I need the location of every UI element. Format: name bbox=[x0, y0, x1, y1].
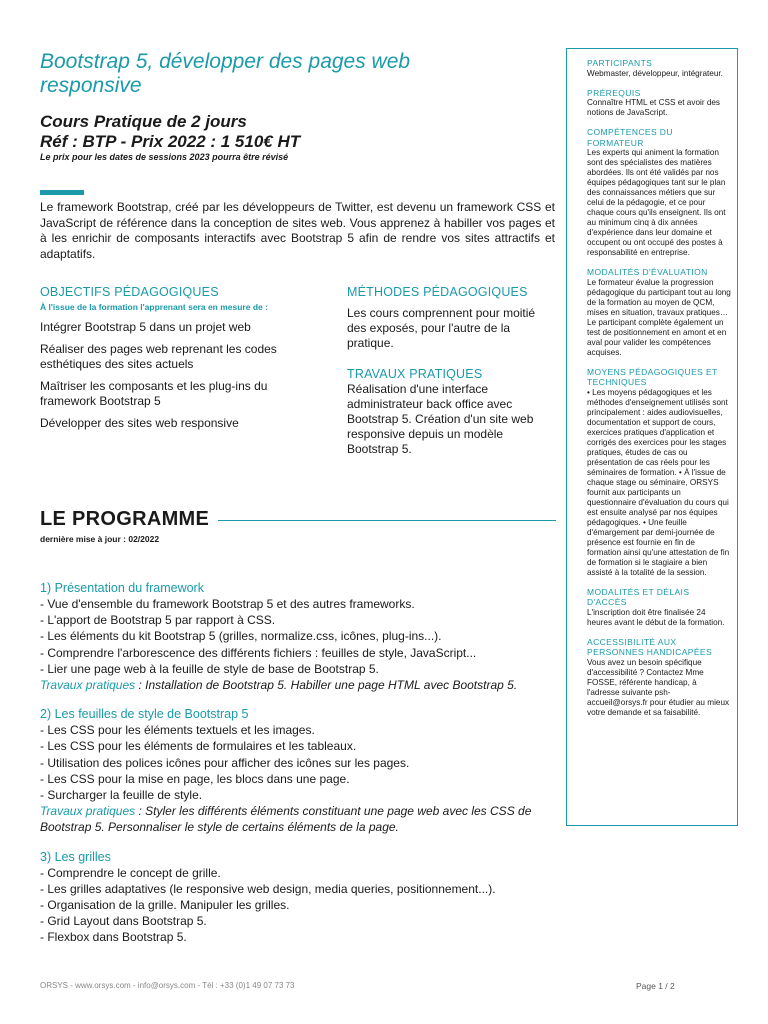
methods-text: Les cours comprennent pour moitié des exposés, pour l'autre de la pratique. bbox=[347, 306, 536, 350]
sidebar-text: Les experts qui animent la formation sont des spécialistes des matières abordées. Ils ont été validés par nos équipes pédagogiques tant sur le plan des connaissances métiers que sur celui de la pédagogie, et ce pour chaque cours qu'ils enseignent. Ils ont au minimum cinq à dix années d'expérience dans leur domaine et occupent ou ont occupé des postes à responsabilité en entreprise. bbox=[587, 148, 726, 257]
sidebar-text: Vous avez un besoin spécifique d'accessibilité ? Contactez Mme FOSSE, référente handicap, à l'adresse suivante psh-accueil@orsys.fr pour étudier au mieux votre demande et sa faisabilité. bbox=[587, 657, 730, 717]
footer-contact: ORSYS - www.orsys.com - info@orsys.com - Tél : +33 (0)1 49 07 73 73 bbox=[40, 981, 295, 990]
price-note: Le prix pour les dates de sessions 2023 pourra être révisé bbox=[40, 152, 289, 162]
list-item: - Flexbox dans Bootstrap 5. bbox=[40, 930, 187, 945]
list-item: Maîtriser les composants et les plug-ins du framework Bootstrap 5 bbox=[40, 379, 268, 408]
practical-work-heading: TRAVAUX PRATIQUES bbox=[347, 367, 483, 381]
module-title: 2) Les feuilles de style de Bootstrap 5 bbox=[40, 707, 249, 722]
objectives-list bbox=[40, 320, 310, 438]
sidebar-heading: MODALITÉS ET DÉLAIS D'ACCÈS bbox=[587, 586, 690, 607]
sidebar-accessibility bbox=[587, 637, 731, 718]
list-item: - Surcharger la feuille de style. bbox=[40, 788, 203, 803]
programme-module bbox=[40, 849, 565, 946]
sidebar-text: Connaître HTML et CSS et avoir des notions de JavaScript. bbox=[587, 98, 721, 117]
list-item: - Les grilles adaptatives (le responsive web design, media queries, positionnement...). bbox=[40, 881, 496, 896]
info-sidebar bbox=[566, 48, 738, 826]
sidebar-prerequisites bbox=[587, 88, 731, 119]
objectives-subheading: À l'issue de la formation l'apprenant sera en mesure de : bbox=[40, 302, 268, 312]
module-items bbox=[40, 865, 565, 946]
list-item: - Comprendre le concept de grille. bbox=[40, 865, 221, 880]
sidebar-text: L'inscription doit être finalisée 24 heures avant le début de la formation. bbox=[587, 607, 725, 627]
list-item: - Lier une page web à la feuille de style de base de Bootstrap 5. bbox=[40, 661, 379, 676]
sidebar-trainer-skills bbox=[587, 127, 731, 258]
module-title: 1) Présentation du framework bbox=[40, 581, 204, 595]
course-ref-price: Réf : BTP - Prix 2022 : 1 510€ HT bbox=[40, 132, 301, 151]
list-item: - Organisation de la grille. Manipuler les grilles. bbox=[40, 898, 290, 913]
list-item: - Vue d'ensemble du framework Bootstrap 5 et des autres frameworks. bbox=[40, 597, 415, 611]
list-item: - Les CSS pour la mise en page, les blocs dans une page. bbox=[40, 771, 350, 786]
sidebar-means bbox=[587, 367, 731, 578]
sidebar-heading: PARTICIPANTS bbox=[587, 58, 653, 68]
list-item: Intégrer Bootstrap 5 dans un projet web bbox=[40, 320, 251, 334]
module-practical bbox=[40, 803, 565, 835]
sidebar-participants bbox=[587, 58, 731, 79]
sidebar-heading: ACCESSIBILITÉ AUX PERSONNES HANDICAPÉES bbox=[587, 636, 713, 657]
sidebar-text: • Les moyens pédagogiques et les méthodes d'enseignement utilisés sont principalement : aides audiovisuelles, documentation et support de cours, exercices pratiques d'application et corrigés des exercices pour les stages pratiques, études de cas ou présentation de cas réels pour les séminaires de formation. • À l'issue de chaque stage ou séminaire, ORSYS fournit aux participants un questionnaire d'évaluation du cours qui est ensuite analysé par nos équipes pédagogiques. • Une feuille d'émargement par demi-journée de présence est fournie en fin de formation ainsi qu'une attestation de fin de formation si le stagiaire a bien assisté à la totalité de la session. bbox=[587, 387, 730, 577]
programme-modules bbox=[40, 580, 565, 959]
sidebar-evaluation bbox=[587, 267, 731, 358]
practical-work-text: Réalisation d'une interface administrateur back office avec Bootstrap 5. Création d'un site web responsive depuis un modèle Bootstrap 5. bbox=[347, 382, 534, 456]
programme-heading: LE PROGRAMME bbox=[40, 508, 210, 530]
list-item: Réaliser des pages web reprenant les codes esthétiques des sites actuels bbox=[40, 342, 277, 371]
sidebar-text: Le formateur évalue la progression pédagogique du participant tout au long de la formation au moyen de QCM, mises en situation, travaux pratiques… Le participant complète également un test de positionnement en amont et en aval pour valider les compétences acquises. bbox=[587, 277, 731, 357]
sidebar-text: Webmaster, développeur, intégrateur. bbox=[587, 68, 723, 78]
practical-text: : Styler les différents éléments constituant une page web avec les CSS de Bootstrap 5. Personnaliser le style de certains éléments de la page. bbox=[40, 804, 532, 835]
list-item: - Utilisation des polices icônes pour afficher des icônes sur les pages. bbox=[40, 755, 410, 770]
list-item: - L'apport de Bootstrap 5 par rapport à CSS. bbox=[40, 613, 276, 628]
list-item: - Comprendre l'arborescence des différents fichiers : feuilles de style, JavaScript... bbox=[40, 645, 477, 660]
accent-bar bbox=[40, 190, 84, 195]
sidebar-access bbox=[587, 587, 731, 628]
programme-module bbox=[40, 706, 565, 835]
list-item: - Les CSS pour les éléments textuels et les images. bbox=[40, 723, 315, 738]
intro-paragraph: Le framework Bootstrap, créé par les développeurs de Twitter, est devenu un framework CSS et JavaScript de référence dans la conception de sites web. Vous apprenez à habiller vos pages et à les enrichir de composants interactifs avec Bootstrap 5 afin de rendre vos sites attractifs et adaptatifs. bbox=[40, 200, 555, 261]
list-item: Développer des sites web responsive bbox=[40, 416, 239, 430]
sidebar-heading: PRÉREQUIS bbox=[587, 87, 641, 98]
programme-divider bbox=[218, 520, 556, 521]
course-title: Bootstrap 5, développer des pages web responsive bbox=[40, 50, 411, 97]
module-items bbox=[40, 596, 565, 677]
sidebar-heading: COMPÉTENCES DU FORMATEUR bbox=[587, 127, 673, 148]
sidebar-heading: MODALITÉS D'ÉVALUATION bbox=[587, 267, 708, 277]
module-practical bbox=[40, 677, 565, 693]
practical-text: : Installation de Bootstrap 5. Habiller une page HTML avec Bootstrap 5. bbox=[135, 678, 518, 693]
module-items bbox=[40, 722, 565, 803]
list-item: - Les éléments du kit Bootstrap 5 (grilles, normalize.css, icônes, plug-ins...). bbox=[40, 629, 442, 644]
list-item: - Les CSS pour les éléments de formulaires et les tableaux. bbox=[40, 739, 357, 754]
methods-heading: MÉTHODES PÉDAGOGIQUES bbox=[347, 285, 528, 299]
course-duration: Cours Pratique de 2 jours bbox=[40, 112, 247, 131]
practical-label: Travaux pratiques bbox=[40, 804, 136, 819]
objectives-heading: OBJECTIFS PÉDAGOGIQUES bbox=[40, 285, 219, 299]
practical-label: Travaux pratiques bbox=[40, 678, 136, 693]
page-number: Page 1 / 2 bbox=[636, 981, 675, 991]
programme-updated: dernière mise à jour : 02/2022 bbox=[40, 534, 160, 544]
sidebar-heading: MOYENS PÉDAGOGIQUES ET TECHNIQUES bbox=[587, 366, 718, 387]
programme-module bbox=[40, 580, 565, 693]
module-title: 3) Les grilles bbox=[40, 849, 111, 864]
list-item: - Grid Layout dans Bootstrap 5. bbox=[40, 914, 207, 929]
